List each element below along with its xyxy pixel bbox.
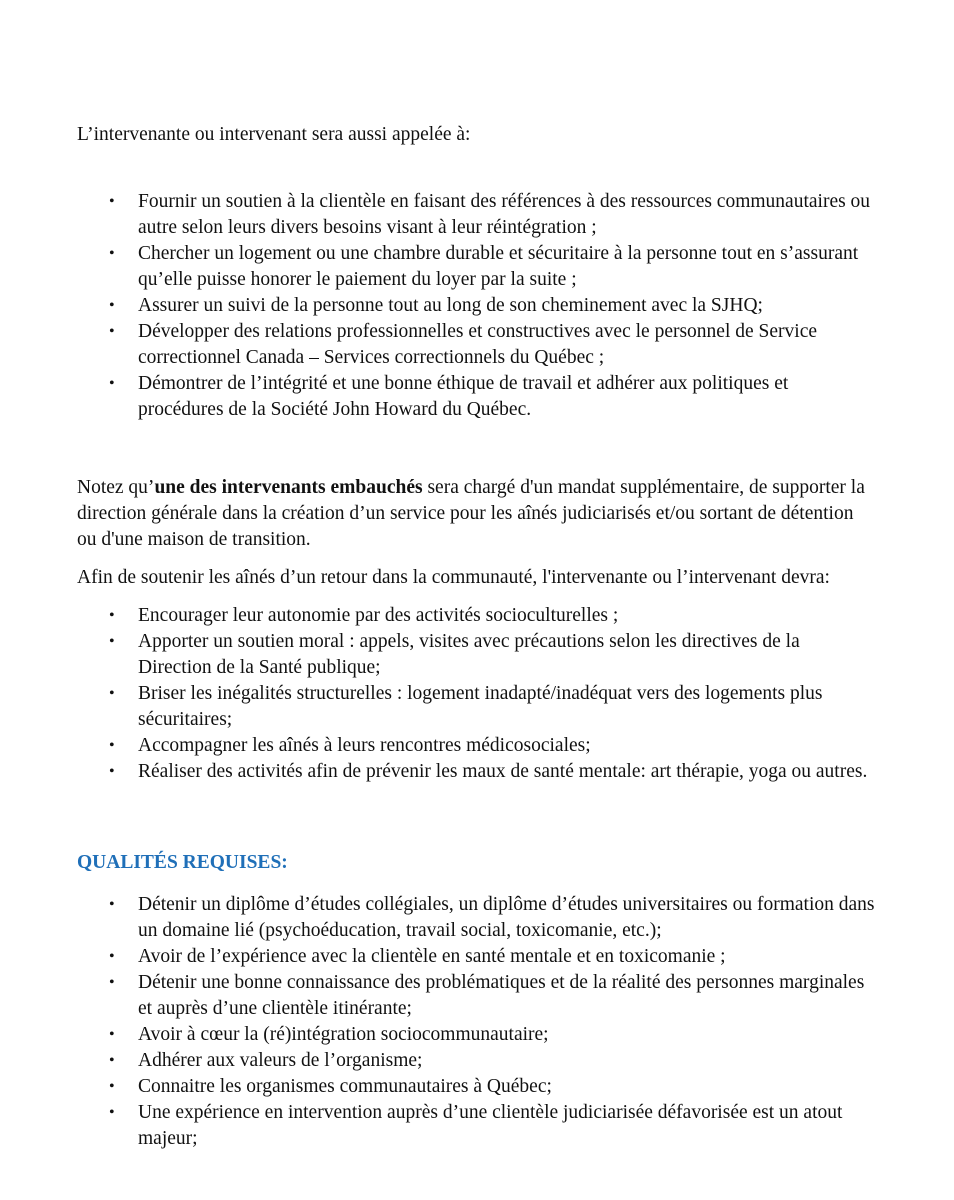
list-item-text: Apporter un soutien moral : appels, visites avec précautions selon les directives de la Direction de la Santé publique;: [138, 631, 800, 678]
bullet-icon: •: [109, 737, 115, 754]
bullet-icon: •: [109, 948, 115, 965]
list-item-text: Chercher un logement ou une chambre durable et sécuritaire à la personne tout en s’assurant qu’elle puisse honorer le paiement du loyer par la suite ;: [138, 243, 859, 290]
seniors-intro-paragraph: Afin de soutenir les aînés d’un retour dans la communauté, l'intervenante ou l’intervenant devra:: [77, 567, 830, 588]
bullet-icon: •: [109, 685, 115, 702]
list-item-text: Détenir un diplôme d’études collégiales, un diplôme d’études universitaires ou formation dans un domaine lié (psychoéducation, travail social, toxicomanie, etc.);: [138, 894, 875, 941]
note-prefix: Notez qu’: [77, 477, 155, 498]
seniors-tasks-list: [0, 603, 878, 785]
list-item-text: Briser les inégalités structurelles : logement inadapté/inadéquat vers des logements plus sécuritaires;: [138, 683, 823, 730]
list-item-text: Développer des relations professionnelles et constructives avec le personnel de Service correctionnel Canada – Services correctionnels du Québec ;: [138, 321, 818, 368]
list-item: [0, 319, 878, 371]
note-paragraph: [77, 475, 877, 553]
list-item: [0, 189, 878, 241]
list-item-text: Réaliser des activités afin de prévenir les maux de santé mentale: art thérapie, yoga ou autres.: [138, 761, 868, 782]
bullet-icon: •: [109, 1026, 115, 1043]
bullet-icon: •: [109, 297, 115, 314]
list-item-text: Accompagner les aînés à leurs rencontres médicosociales;: [138, 735, 591, 756]
bullet-icon: •: [109, 193, 115, 210]
bullet-icon: •: [109, 633, 115, 650]
bullet-icon: •: [109, 1104, 115, 1121]
list-item: [0, 759, 878, 785]
bullet-icon: •: [109, 896, 115, 913]
list-item-text: Avoir à cœur la (ré)intégration sociocommunautaire;: [138, 1024, 549, 1045]
note-bold: une des intervenants embauchés: [154, 477, 423, 498]
list-item: [0, 892, 878, 944]
bullet-icon: •: [109, 974, 115, 991]
list-item-text: Encourager leur autonomie par des activités socioculturelles ;: [138, 605, 619, 626]
bullet-icon: •: [109, 1052, 115, 1069]
list-item: [0, 241, 878, 293]
list-item-text: Assurer un suivi de la personne tout au long de son cheminement avec la SJHQ;: [138, 295, 763, 316]
list-item: [0, 629, 878, 681]
list-item: [0, 681, 878, 733]
list-item-text: Fournir un soutien à la clientèle en faisant des références à des ressources communautaires ou autre selon leurs divers besoins visant à leur réintégration ;: [138, 191, 871, 238]
list-item-text: Adhérer aux valeurs de l’organisme;: [138, 1050, 423, 1071]
list-item: [0, 603, 878, 629]
qualities-heading: QUALITÉS REQUISES:: [77, 852, 288, 873]
list-item: [0, 1100, 878, 1152]
tasks-list: [0, 189, 878, 423]
list-item: [0, 1048, 878, 1074]
list-item-text: Avoir de l’expérience avec la clientèle en santé mentale et en toxicomanie ;: [138, 946, 726, 967]
list-item: [0, 1074, 878, 1100]
qualities-list: [0, 892, 878, 1152]
bullet-icon: •: [109, 323, 115, 340]
list-item: [0, 371, 878, 423]
list-item-text: Une expérience en intervention auprès d’une clientèle judiciarisée défavorisée est un atout majeur;: [138, 1102, 843, 1149]
list-item: [0, 970, 878, 1022]
bullet-icon: •: [109, 245, 115, 262]
bullet-icon: •: [109, 375, 115, 392]
note-suffix: sera chargé d'un mandat supplémentaire, de supporter la direction générale dans la création d’un service pour les aînés judiciarisés et/ou sortant de détention ou d'une maison de transition.: [77, 477, 865, 550]
bullet-icon: •: [109, 1078, 115, 1095]
bullet-icon: •: [109, 607, 115, 624]
list-item: [0, 1022, 878, 1048]
list-item: [0, 733, 878, 759]
list-item-text: Détenir une bonne connaissance des problématiques et de la réalité des personnes marginales et auprès d’une clientèle itinérante;: [138, 972, 865, 1019]
bullet-icon: •: [109, 763, 115, 780]
list-item-text: Connaitre les organismes communautaires à Québec;: [138, 1076, 552, 1097]
list-item: [0, 293, 878, 319]
list-item-text: Démontrer de l’intégrité et une bonne éthique de travail et adhérer aux politiques et procédures de la Société John Howard du Québec.: [138, 373, 789, 420]
list-item: [0, 944, 878, 970]
intro-paragraph: L’intervenante ou intervenant sera aussi appelée à:: [77, 124, 471, 145]
